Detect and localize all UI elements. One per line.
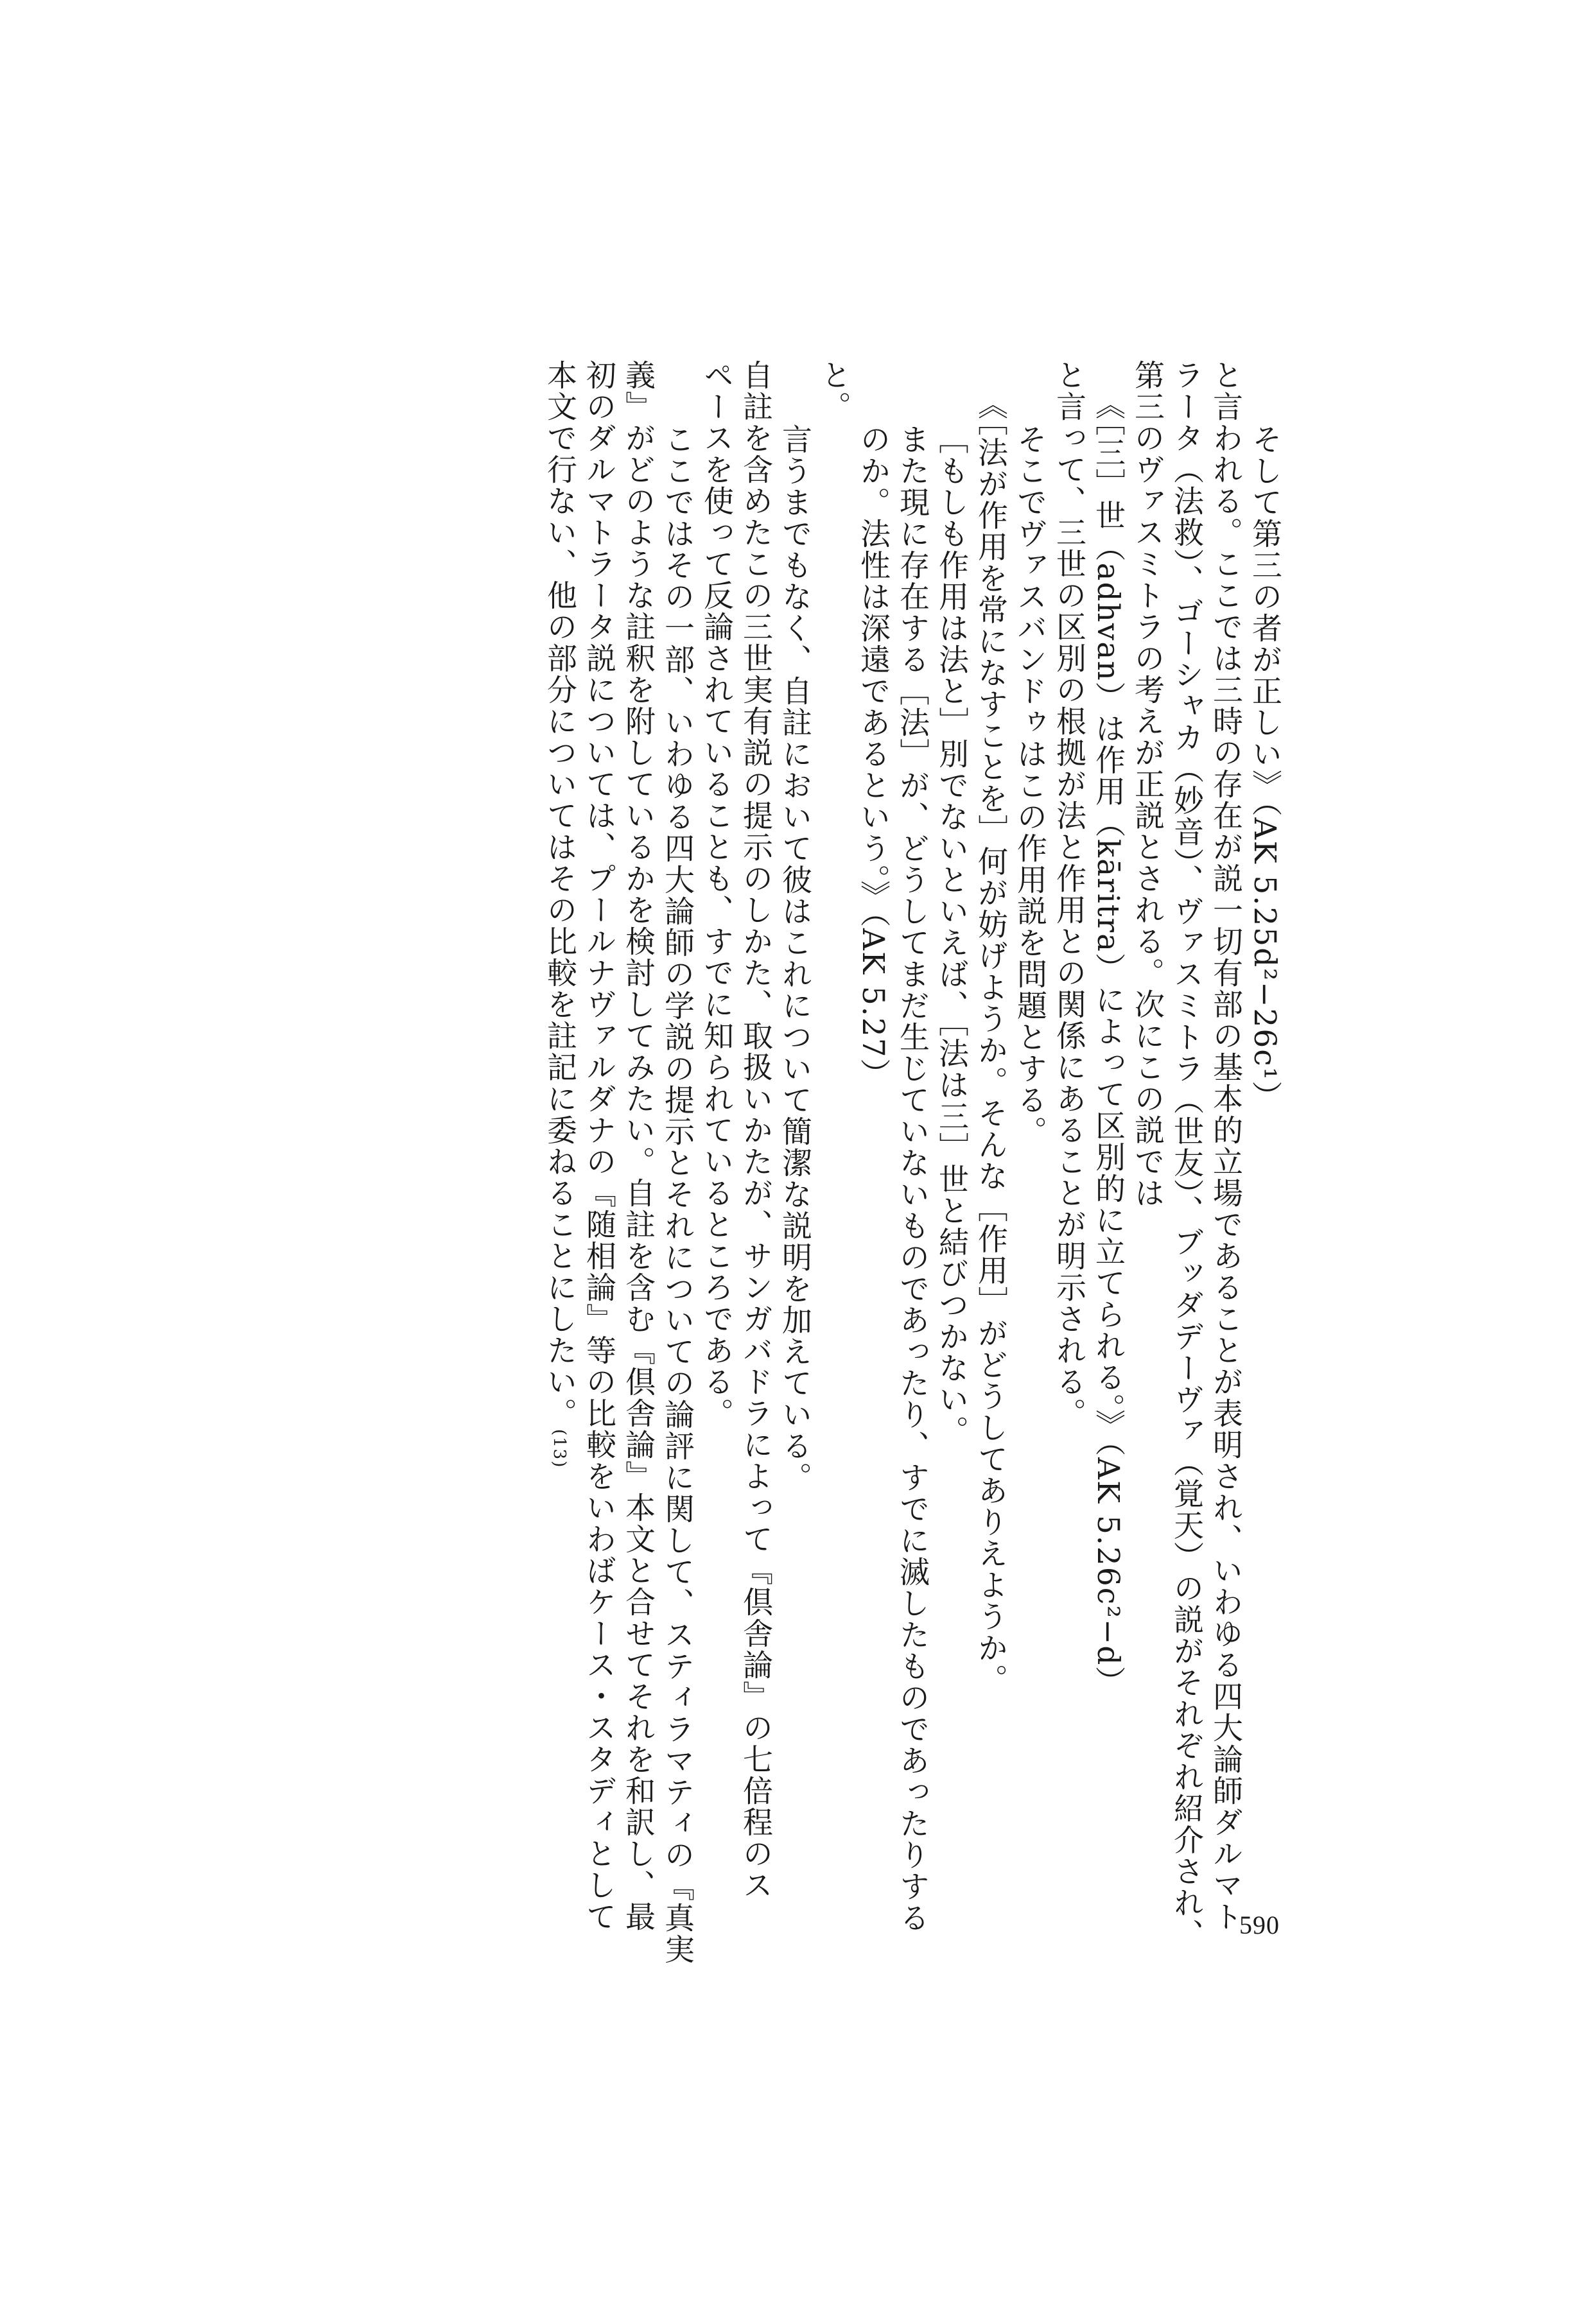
text-line-3: ラータ（法救）、ゴーシャカ（妙音）、ヴァスミトラ（世友）、ブッダデーヴァ（覚天）の説がそれぞれ紹介され、 bbox=[1169, 360, 1204, 1950]
text-line-19 bbox=[539, 360, 579, 1900]
text-line-4: 第三のヴァスミトラの考えが正説とされる。次にこの説では bbox=[1129, 360, 1165, 1209]
footnote-marker: (13) bbox=[550, 1429, 569, 1469]
text-line-18: 初のダルマトラータ説については、プールナヴァルダナの『随相論』等の比較をいわばケース・スタディとして bbox=[581, 360, 616, 1932]
quote-line-3: ［もしも作用は法と］別でないといえば、［法は三］世と結びつかない。 bbox=[934, 424, 969, 1447]
text-line-19-body: 本文で行ない、他の部分についてはその比較を註記に委ねることにしたい。 bbox=[542, 360, 577, 1429]
quote-line-2: 《［法が作用を常になすことを］何が妨げようか。そんな［作用］がどうしてありえようか。 bbox=[973, 389, 1008, 1695]
text-line-13: 言うまでもなく、自註において彼はこれについて簡潔な説明を加えている。 bbox=[777, 424, 812, 1493]
quote-line-5: のか。法性は深遠であるという。》（AK 5.27） bbox=[855, 424, 891, 1090]
text-line-1: そして第三の者が正しい》（AK 5.25d²−26c¹） bbox=[1247, 424, 1282, 1113]
text-line-17: 義』がどのような註釈を附しているかを検討してみたい。自註を含む『倶舎論』本文と合せてそれを和訳し、最 bbox=[620, 360, 656, 1932]
page-number: 590 bbox=[1239, 1911, 1280, 1939]
text-line-6: と言って、三世の区別の根拠が法と作用との関係にあることが明示される。 bbox=[1051, 360, 1086, 1429]
text-line-12: と。 bbox=[816, 360, 851, 422]
text-line-2: と言われる。ここでは三時の存在が説一切有部の基本的立場であることが表明され、いわゆる四大論師ダルマト bbox=[1208, 360, 1243, 1932]
quote-line-1: 《［三］世（adhvan）は作用（kāritra）によって区別的に立てられる。》（AK 5.26c²−d） bbox=[1090, 389, 1126, 1698]
text-line-15: ペースを使って反論されていることも、すでに知られているところである。 bbox=[699, 360, 734, 1429]
text-line-16: ここではその一部、いわゆる四大論師の学説の提示とそれについての論評に関して、スティラマティの『真実 bbox=[659, 424, 695, 1965]
quote-line-4: また現に存在する［法］が、どうしてまだ生じていないものであったり、すでに滅したものであったりする bbox=[894, 424, 930, 1934]
text-line-14: 自註を含めたこの三世実有説の提示のしかた、取扱いかたが、サンガバドラによって『倶舎論』の七倍程のス bbox=[738, 360, 773, 1901]
text-line-7: そこでヴァスバンドゥはこの作用説を問題とする。 bbox=[1012, 424, 1047, 1147]
